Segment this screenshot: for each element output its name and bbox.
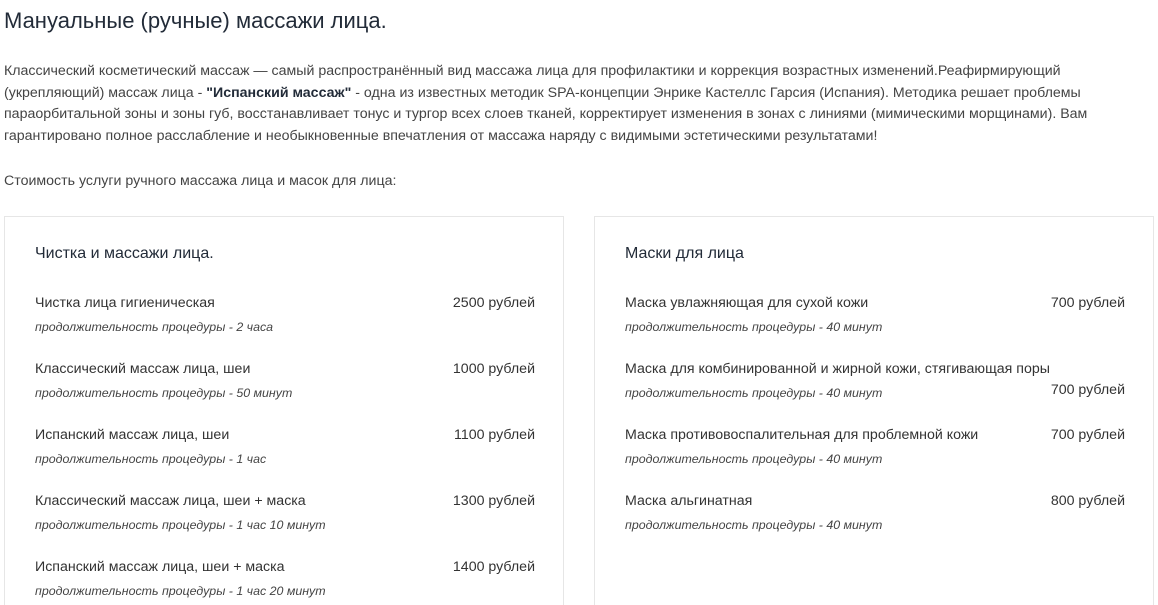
- item-price: 1100 рублей: [453, 427, 535, 443]
- item-name: Классический массаж лица, шеи + маска: [35, 493, 306, 509]
- price-item: [35, 493, 535, 543]
- card-masks: [594, 216, 1154, 605]
- item-name: Маска противовоспалительная для проблемной кожи: [625, 427, 979, 443]
- item-duration: продолжительность процедуры - 50 минут: [35, 386, 293, 400]
- item-price: 700 рублей: [1050, 382, 1125, 398]
- item-price: 1300 рублей: [452, 493, 535, 509]
- price-item: [35, 427, 535, 477]
- item-duration: продолжительность процедуры - 40 минут: [625, 320, 883, 334]
- price-item: [625, 295, 1125, 345]
- item-price: 1000 рублей: [452, 361, 535, 377]
- item-name: Испанский массаж лица, шеи + маска: [35, 559, 285, 575]
- price-item: [625, 493, 1125, 543]
- item-duration: продолжительность процедуры - 40 минут: [625, 386, 883, 400]
- item-price: 1400 рублей: [452, 559, 535, 575]
- item-name: Испанский массаж лица, шеи: [35, 427, 230, 443]
- item-duration: продолжительность процедуры - 1 час: [35, 452, 267, 466]
- card-title: Маски для лица: [625, 245, 744, 262]
- item-name: Классический массаж лица, шеи: [35, 361, 251, 377]
- item-duration: продолжительность процедуры - 1 час 20 минут: [35, 584, 326, 598]
- item-duration: продолжительность процедуры - 40 минут: [625, 518, 883, 532]
- price-item: [35, 295, 535, 345]
- item-name: Маска для комбинированной и жирной кожи, стягивающая поры: [625, 361, 1050, 377]
- intro-paragraph: [4, 61, 1154, 147]
- item-duration: продолжительность процедуры - 1 час 10 минут: [35, 518, 326, 532]
- item-price: 700 рублей: [1050, 295, 1125, 311]
- price-item: [35, 361, 535, 411]
- intro-text-end: - одна из известных методик SPA-концепции Энрике Кастеллс Гарсия (Испания). Методика решает проблемы параорбитальной зоны и зоны губ, восстанавливает тонус и тургор всех слоев тканей, корректирует изменения в зонах с линиями (мимическими морщинами). Вам гарантировано полное расслабление и необыкновенные впечатления от массажа наряду с видимыми эстетическими результатами!: [4, 84, 1088, 144]
- price-item: [35, 559, 535, 605]
- item-name: Чистка лица гигиеническая: [35, 295, 215, 311]
- item-duration: продолжительность процедуры - 40 минут: [625, 452, 883, 466]
- page-title: Мануальные (ручные) массажи лица.: [4, 8, 387, 33]
- price-item: [625, 361, 1125, 411]
- intro-highlight: "Испанский массаж": [206, 84, 352, 101]
- item-price: 700 рублей: [1050, 427, 1125, 443]
- item-price: 2500 рублей: [452, 295, 535, 311]
- intro-text-start: Классический косметический массаж — самый распространённый вид массажа лица для профилактики и коррекция возрастных изменений.Реафирмирующий (укрепляющий) массаж лица -: [4, 63, 1061, 101]
- card-title: Чистка и массажи лица.: [35, 245, 214, 262]
- item-name: Маска альгинатная: [625, 493, 753, 509]
- price-intro: Стоимость услуги ручного массажа лица и масок для лица:: [4, 173, 397, 189]
- item-name: Маска увлажняющая для сухой кожи: [625, 295, 869, 311]
- item-price: 800 рублей: [1050, 493, 1125, 509]
- item-duration: продолжительность процедуры - 2 часа: [35, 320, 274, 334]
- price-item: [625, 427, 1125, 477]
- card-massages: [4, 216, 564, 605]
